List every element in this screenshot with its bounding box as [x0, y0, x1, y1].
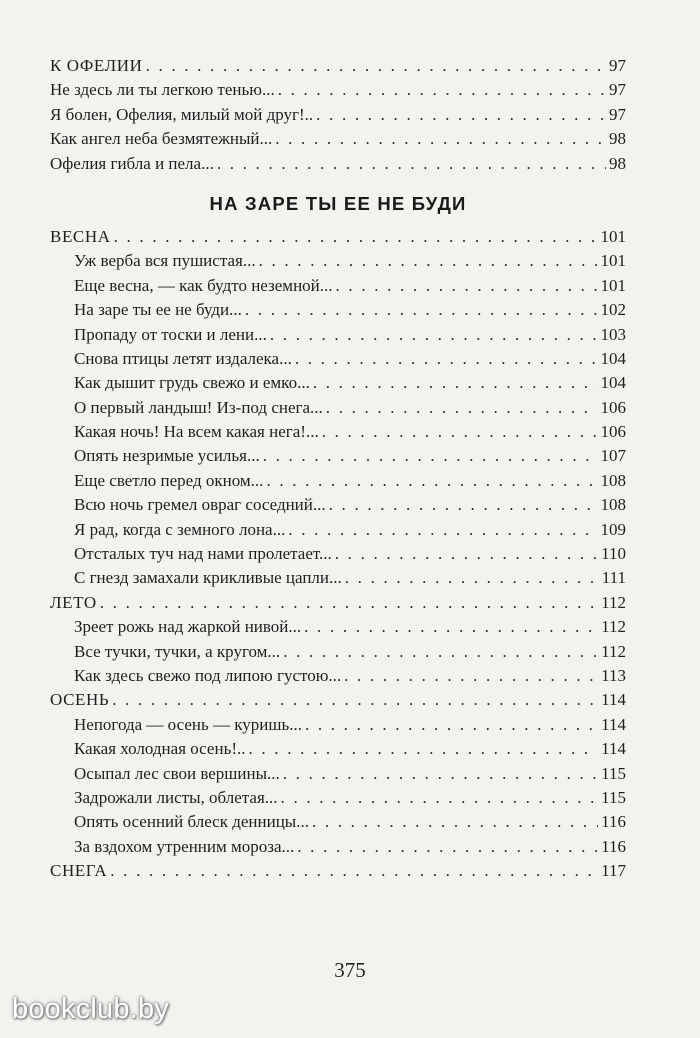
- dot-leader: [312, 810, 598, 834]
- toc-entry-title: Еще весна, — как будто неземной...: [74, 275, 333, 295]
- dot-leader: [259, 249, 598, 273]
- toc-entry-page: 106: [600, 422, 626, 442]
- toc-entry-title: Какая холодная осень!..: [74, 739, 246, 759]
- toc-entry-title: ВЕСНА: [50, 226, 111, 246]
- dot-leader: [305, 713, 598, 737]
- dot-leader: [245, 298, 598, 322]
- dot-leader: [316, 103, 606, 127]
- toc-entry: [50, 493, 626, 517]
- dot-leader: [278, 78, 606, 102]
- toc-entry-page: 112: [601, 641, 626, 661]
- toc-entry-page: 116: [601, 812, 626, 832]
- toc-entry-page: 102: [600, 300, 626, 320]
- toc-entry-title: Зреет рожь над жаркой нивой...: [74, 617, 302, 637]
- dot-leader: [270, 323, 598, 347]
- toc-entry: [50, 444, 626, 468]
- toc-entry-title: Снова птицы летят издалека...: [74, 348, 292, 368]
- toc-entry-title: Осыпал лес свои вершины...: [74, 763, 280, 783]
- toc-entry-page: 113: [601, 665, 626, 685]
- toc-entry-page: 98: [609, 153, 626, 173]
- toc-entry-title: С гнезд замахали крикливые цапли...: [74, 568, 342, 588]
- toc-entry-title: Опять осенний блеск денницы...: [74, 812, 309, 832]
- toc-entry-title: За вздохом утренним мороза...: [74, 836, 295, 856]
- toc-entry-title: Не здесь ли ты легкою тенью...: [50, 80, 275, 100]
- section-heading: НА ЗАРЕ ТЫ ЕЕ НЕ БУДИ: [209, 192, 467, 214]
- toc-entry-title: Уж верба вся пушистая...: [74, 251, 256, 271]
- dot-leader: [297, 835, 598, 859]
- dot-leader: [146, 54, 606, 78]
- toc-entry-title: Еще светло перед окном...: [74, 470, 264, 490]
- toc-entry: [50, 835, 626, 859]
- toc-entry-page: 97: [609, 80, 626, 100]
- toc-entry-page: 114: [601, 739, 626, 759]
- toc-entry-page: 116: [601, 836, 626, 856]
- table-of-contents: [50, 54, 626, 884]
- toc-entry: [50, 152, 626, 176]
- toc-entry-page: 115: [601, 763, 626, 783]
- toc-entry-page: 112: [601, 617, 626, 637]
- toc-entry-title: Как здесь свежо под липою густою...: [74, 665, 342, 685]
- toc-entry-title: ЛЕТО: [50, 592, 97, 612]
- dot-leader: [249, 737, 599, 761]
- toc-entry-page: 101: [600, 251, 626, 271]
- toc-entry: [50, 249, 626, 273]
- toc-entry: [50, 542, 626, 566]
- toc-entry-title: Я рад, когда с земного лона...: [74, 519, 286, 539]
- toc-entry-page: 114: [601, 690, 626, 710]
- toc-entry: [50, 518, 626, 542]
- toc-entry-page: 104: [600, 348, 626, 368]
- toc-entry-title: Как ангел неба безмятежный...: [50, 129, 273, 149]
- toc-section-entry: [50, 859, 626, 883]
- toc-entry: [50, 713, 626, 737]
- toc-entry-title: Непогода — осень — куришь...: [74, 714, 302, 734]
- toc-entry: [50, 78, 626, 102]
- toc-entry-page: 106: [600, 397, 626, 417]
- dot-leader: [336, 274, 598, 298]
- dot-leader: [295, 347, 598, 371]
- toc-entry-page: 115: [601, 787, 626, 807]
- dot-leader: [114, 225, 598, 249]
- dot-leader: [275, 127, 606, 151]
- toc-entry-title: Офелия гибла и пела...: [50, 153, 214, 173]
- dot-leader: [288, 518, 597, 542]
- toc-entry: [50, 420, 626, 444]
- toc-entry-page: 97: [609, 56, 626, 75]
- toc-entry: [50, 786, 626, 810]
- toc-section-entry: [50, 54, 626, 78]
- dot-leader: [110, 859, 598, 883]
- dot-leader: [329, 493, 598, 517]
- toc-entry: [50, 298, 626, 322]
- dot-leader: [345, 566, 599, 590]
- toc-section-entry: [50, 225, 626, 249]
- toc-entry-page: 103: [600, 324, 626, 344]
- toc-entry: [50, 127, 626, 151]
- toc-entry: [50, 640, 626, 664]
- dot-leader: [283, 762, 598, 786]
- toc-entry: [50, 323, 626, 347]
- toc-entry: [50, 615, 626, 639]
- toc-entry-title: СНЕГА: [50, 861, 108, 881]
- toc-entry-title: Пропаду от тоски и лени...: [74, 324, 267, 344]
- toc-entry-page: 114: [601, 714, 626, 734]
- dot-leader: [100, 591, 598, 615]
- toc-entry-page: 109: [600, 519, 626, 539]
- toc-entry: [50, 469, 626, 493]
- toc-entry: [50, 103, 626, 127]
- toc-entry-page: 111: [601, 568, 626, 588]
- toc-entry-title: Опять незримые усилья...: [74, 446, 260, 466]
- toc-entry-title: Все тучки, тучки, а кругом...: [74, 641, 281, 661]
- dot-leader: [112, 688, 598, 712]
- toc-entry: [50, 274, 626, 298]
- toc-entry-title: О первый ландыш! Из-под снега...: [74, 397, 323, 417]
- dot-leader: [326, 396, 598, 420]
- toc-entry-page: 98: [609, 129, 626, 149]
- dot-leader: [304, 615, 598, 639]
- toc-entry-page: 117: [601, 861, 626, 881]
- toc-entry: [50, 810, 626, 834]
- toc-entry-title: Я болен, Офелия, милый мой друг!..: [50, 104, 314, 124]
- toc-entry: [50, 347, 626, 371]
- toc-entry-title: Отсталых туч над нами пролетает...: [74, 544, 332, 564]
- dot-leader: [313, 371, 598, 395]
- toc-entry: [50, 371, 626, 395]
- dot-leader: [266, 469, 597, 493]
- toc-entry: [50, 566, 626, 590]
- toc-entry-page: 108: [600, 470, 626, 490]
- toc-entry-title: Как дышит грудь свежо и емко...: [74, 373, 310, 393]
- toc-entry-page: 110: [601, 544, 626, 564]
- toc-entry-title: Задрожали листы, облетая...: [74, 787, 278, 807]
- dot-leader: [283, 640, 598, 664]
- toc-entry: [50, 762, 626, 786]
- toc-entry: [50, 664, 626, 688]
- dot-leader: [344, 664, 598, 688]
- dot-leader: [281, 786, 599, 810]
- toc-entry-title: Какая ночь! На всем какая нега!...: [74, 422, 319, 442]
- toc-entry-page: 107: [600, 446, 626, 466]
- toc-entry-title: К ОФЕЛИИ: [50, 56, 143, 75]
- toc-entry-title: Всю ночь гремел овраг соседний...: [74, 495, 326, 515]
- toc-section-entry: [50, 591, 626, 615]
- dot-leader: [322, 420, 598, 444]
- toc-entry-page: 104: [600, 373, 626, 393]
- toc-entry: [50, 737, 626, 761]
- toc-entry-page: 112: [601, 592, 626, 612]
- toc-entry-title: ОСЕНЬ: [50, 690, 110, 710]
- toc-entry-page: 101: [600, 275, 626, 295]
- toc-entry-page: 101: [600, 226, 626, 246]
- dot-leader: [263, 444, 598, 468]
- toc-entry: [50, 396, 626, 420]
- dot-leader: [335, 542, 598, 566]
- toc-entry-title: На заре ты ее не буди...: [74, 300, 242, 320]
- page-number: 375: [334, 958, 366, 982]
- toc-entry-page: 97: [609, 104, 626, 124]
- watermark-logo: bookclub.by: [12, 993, 169, 1025]
- toc-section-entry: [50, 688, 626, 712]
- dot-leader: [217, 152, 606, 176]
- toc-entry-page: 108: [600, 495, 626, 515]
